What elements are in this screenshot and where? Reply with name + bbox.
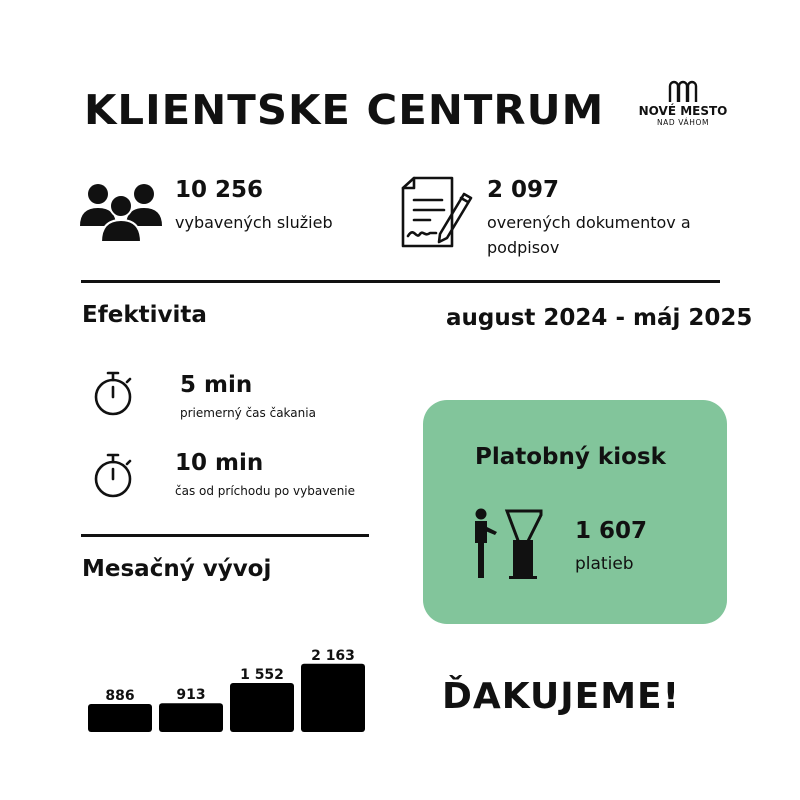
services-count: 10 256 xyxy=(175,177,264,203)
logo-name: NOVÉ MESTO xyxy=(638,104,728,118)
total-time-label: čas od príchodu po vybavenie xyxy=(175,484,356,498)
divider-chart xyxy=(81,534,369,537)
chart-bar xyxy=(88,704,152,732)
efficiency-heading: Efektivita xyxy=(82,302,207,328)
kiosk-card xyxy=(423,400,727,624)
monthly-bar-chart xyxy=(80,640,380,740)
logo-subname: NAD VÁHOM xyxy=(656,118,710,127)
wait-time-value: 5 min xyxy=(180,372,253,398)
services-label: vybavených služieb xyxy=(175,213,333,232)
chart-value-label: 913 xyxy=(176,687,206,704)
kiosk-payments-count: 1 607 xyxy=(575,518,648,544)
chart-value-label: 886 xyxy=(105,688,135,705)
people-group-icon xyxy=(80,182,162,242)
payment-kiosk-icon xyxy=(467,508,547,580)
kiosk-payments-label: platieb xyxy=(575,554,634,574)
divider-top xyxy=(81,280,720,283)
chart-bar xyxy=(301,664,365,732)
stopwatch-icon xyxy=(91,370,135,418)
chart-value-label: 1 552 xyxy=(240,667,284,684)
signed-document-icon xyxy=(400,176,474,252)
chart-bar xyxy=(230,683,294,732)
period-label: august 2024 - máj 2025 xyxy=(446,305,753,331)
chart-title: Mesačný vývoj xyxy=(82,556,272,582)
thanks-text: ĎAKUJEME! xyxy=(442,676,681,717)
documents-label-line1: overených dokumentov a xyxy=(487,213,691,232)
wait-time-label: priemerný čas čakania xyxy=(180,406,316,420)
monthly-chart xyxy=(80,640,380,740)
stopwatch-icon xyxy=(91,452,135,500)
page-title: KLIENTSKE CENTRUM xyxy=(84,86,605,134)
chart-value-label: 2 163 xyxy=(311,647,355,664)
kiosk-title: Platobný kiosk xyxy=(475,444,666,470)
documents-count: 2 097 xyxy=(487,177,560,203)
chart-bar xyxy=(159,703,223,732)
city-logo xyxy=(628,78,738,127)
total-time-value: 10 min xyxy=(175,450,264,476)
documents-label-line2: podpisov xyxy=(487,238,560,257)
city-logo-icon xyxy=(628,78,738,104)
